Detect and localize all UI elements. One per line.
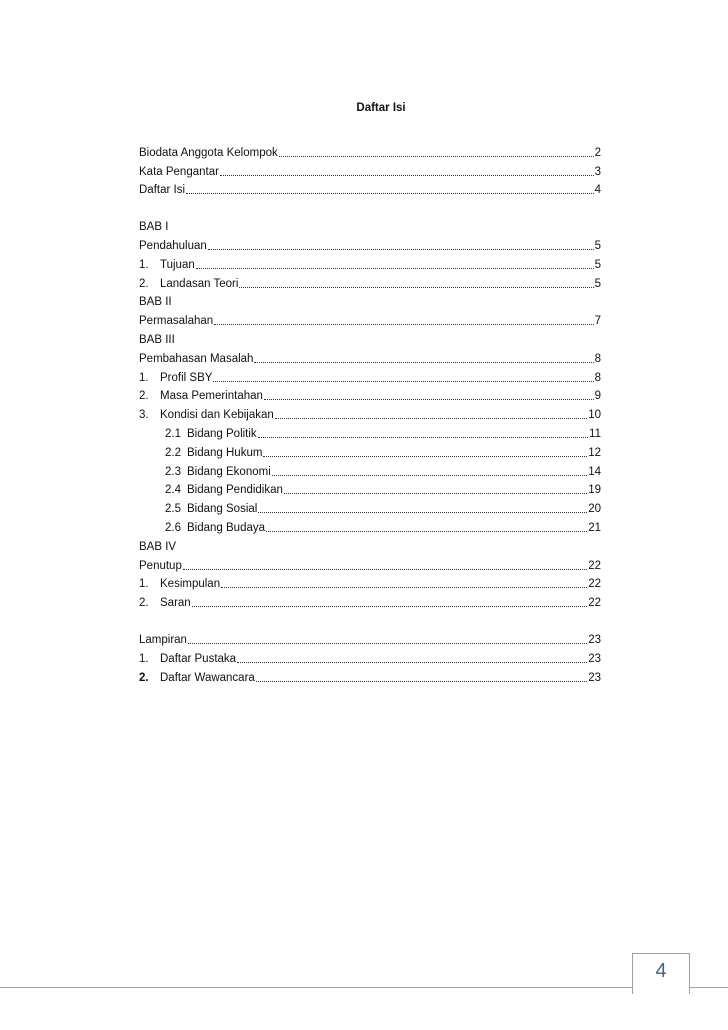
toc-entry-number: 2.6 [165, 521, 181, 534]
toc-section-heading: BAB IV [139, 540, 177, 553]
toc-dot-leader [272, 475, 587, 476]
toc-entry-page: 3 [594, 165, 601, 178]
toc-entry-number: 1. [139, 371, 149, 384]
toc-entry[interactable] [139, 385, 601, 404]
toc-entry[interactable] [139, 179, 601, 198]
toc-dot-leader [188, 643, 587, 644]
toc-entry-page: 4 [594, 184, 601, 197]
toc-entry-number: 2.2 [165, 446, 181, 459]
toc-entry-label: Bidang Sosial [187, 503, 258, 516]
page-number: 4 [655, 960, 667, 982]
toc-entry[interactable] [139, 141, 601, 160]
toc-entry[interactable] [139, 272, 601, 291]
toc-dot-leader [279, 156, 594, 157]
toc-entry-number: 2. [139, 671, 149, 684]
toc-entry-page: 10 [588, 409, 601, 422]
toc-dot-leader [208, 249, 594, 250]
toc-entry[interactable] [139, 441, 601, 460]
toc-dot-leader [239, 287, 593, 288]
toc-entry-label: Kondisi dan Kebijakan [160, 409, 274, 422]
toc-entry[interactable] [139, 573, 601, 592]
toc-entry-label: Landasan Teori [160, 277, 239, 290]
toc-entry-number: 2. [139, 597, 149, 610]
toc-entry-number: 3. [139, 409, 149, 422]
toc-entry-page: 21 [588, 521, 601, 534]
toc-entry-label: Bidang Budaya [187, 521, 266, 534]
toc-dot-leader [221, 587, 587, 588]
toc-entry-label: Daftar Isi [139, 184, 186, 197]
toc-entry-label: Permasalahan [139, 315, 214, 328]
toc-dot-leader [264, 399, 594, 400]
toc-dot-leader [196, 268, 594, 269]
toc-dot-leader [266, 531, 587, 532]
toc-dot-leader [263, 456, 587, 457]
toc-entry-page: 22 [588, 597, 601, 610]
toc-dot-leader [275, 418, 587, 419]
toc-entry[interactable] [139, 591, 601, 610]
toc-dot-leader [258, 512, 587, 513]
toc-entry-number: 2. [139, 277, 149, 290]
toc-dot-leader [237, 662, 587, 663]
toc-entry-label: Profil SBY [160, 371, 213, 384]
toc-entry-label: Lampiran [139, 633, 187, 646]
toc-entry-label: Daftar Wawancara [160, 671, 255, 684]
toc-entry-label: Biodata Anggota Kelompok [139, 146, 278, 159]
toc-entry-page: 5 [594, 277, 601, 290]
toc-entry-page: 19 [588, 484, 601, 497]
toc-section-heading: BAB II [139, 296, 172, 309]
toc-entry-number: 2.3 [165, 465, 181, 478]
toc-section-heading: BAB III [139, 333, 175, 346]
toc-entry-label: Bidang Pendidikan [187, 484, 283, 497]
toc-entry[interactable] [139, 403, 601, 422]
toc-entry[interactable] [139, 347, 601, 366]
toc-entry[interactable] [139, 460, 601, 479]
toc-entry-label: Tujuan [160, 258, 195, 271]
toc-entry[interactable] [139, 647, 601, 666]
toc-entry-page: 2 [594, 146, 601, 159]
toc-entry-number: 1. [139, 578, 149, 591]
toc-entry[interactable] [139, 666, 601, 685]
toc-entry-label: Pendahuluan [139, 239, 207, 252]
toc-entry-label: Masa Pemerintahan [160, 390, 263, 403]
toc-entry-number: 2. [139, 390, 149, 403]
toc-entry-label: Bidang Hukum [187, 446, 263, 459]
toc-entry-label: Kesimpulan [160, 578, 221, 591]
toc-entry[interactable] [139, 479, 601, 498]
toc-dot-leader [213, 381, 593, 382]
toc-entry-page: 23 [588, 652, 601, 665]
toc-entry-number: 2.4 [165, 484, 181, 497]
toc-entry-label: Bidang Politik [187, 427, 257, 440]
footer-divider [0, 987, 728, 988]
toc-entry[interactable] [139, 628, 601, 647]
toc-dot-leader [254, 362, 593, 363]
toc-entry-page: 9 [594, 390, 601, 403]
toc-entry[interactable] [139, 497, 601, 516]
toc-entry-label: Saran [160, 597, 191, 610]
toc-entry[interactable] [139, 366, 601, 385]
toc-entry-number: 1. [139, 652, 149, 665]
toc-entry-label: Kata Pengantar [139, 165, 219, 178]
toc-dot-leader [214, 324, 593, 325]
toc-entry-page: 20 [588, 503, 601, 516]
toc-entry-page: 23 [588, 633, 601, 646]
toc-entry-page: 8 [594, 371, 601, 384]
toc-entry-number: 1. [139, 258, 149, 271]
toc-entry-page: 5 [594, 258, 601, 271]
toc-entry-number: 2.5 [165, 503, 181, 516]
toc-entry-page: 12 [588, 446, 601, 459]
toc-entry-number: 2.1 [165, 427, 181, 440]
toc-entry-page: 11 [589, 427, 601, 440]
toc-entry-page: 7 [594, 315, 601, 328]
toc-entry-label: Bidang Ekonomi [187, 465, 271, 478]
toc-section-heading: BAB I [139, 221, 169, 234]
toc-dot-leader [258, 437, 588, 438]
toc-entry[interactable] [139, 160, 601, 179]
toc-entry-label: Daftar Pustaka [160, 652, 237, 665]
toc-dot-leader [186, 193, 594, 194]
toc-entry-label: Penutup [139, 559, 182, 572]
page-number-box [632, 953, 690, 994]
toc-entry[interactable] [139, 234, 601, 253]
toc-entry-page: 14 [588, 465, 601, 478]
toc-entry[interactable] [139, 422, 601, 441]
toc-entry-page: 5 [594, 239, 601, 252]
toc-dot-leader [220, 175, 594, 176]
toc-entry-page: 23 [588, 671, 601, 684]
toc-entry[interactable] [139, 253, 601, 272]
toc-entry-page: 8 [594, 352, 601, 365]
page-title: Daftar Isi [356, 102, 406, 114]
table-of-contents [139, 141, 601, 685]
toc-entry[interactable] [139, 516, 601, 535]
toc-entry[interactable] [139, 309, 601, 328]
toc-entry-page: 22 [588, 578, 601, 591]
toc-entry[interactable] [139, 554, 601, 573]
toc-entry-page: 22 [588, 559, 601, 572]
toc-dot-leader [183, 569, 587, 570]
toc-dot-leader [284, 493, 587, 494]
toc-entry-label: Pembahasan Masalah [139, 352, 254, 365]
toc-dot-leader [256, 681, 587, 682]
toc-dot-leader [192, 606, 588, 607]
